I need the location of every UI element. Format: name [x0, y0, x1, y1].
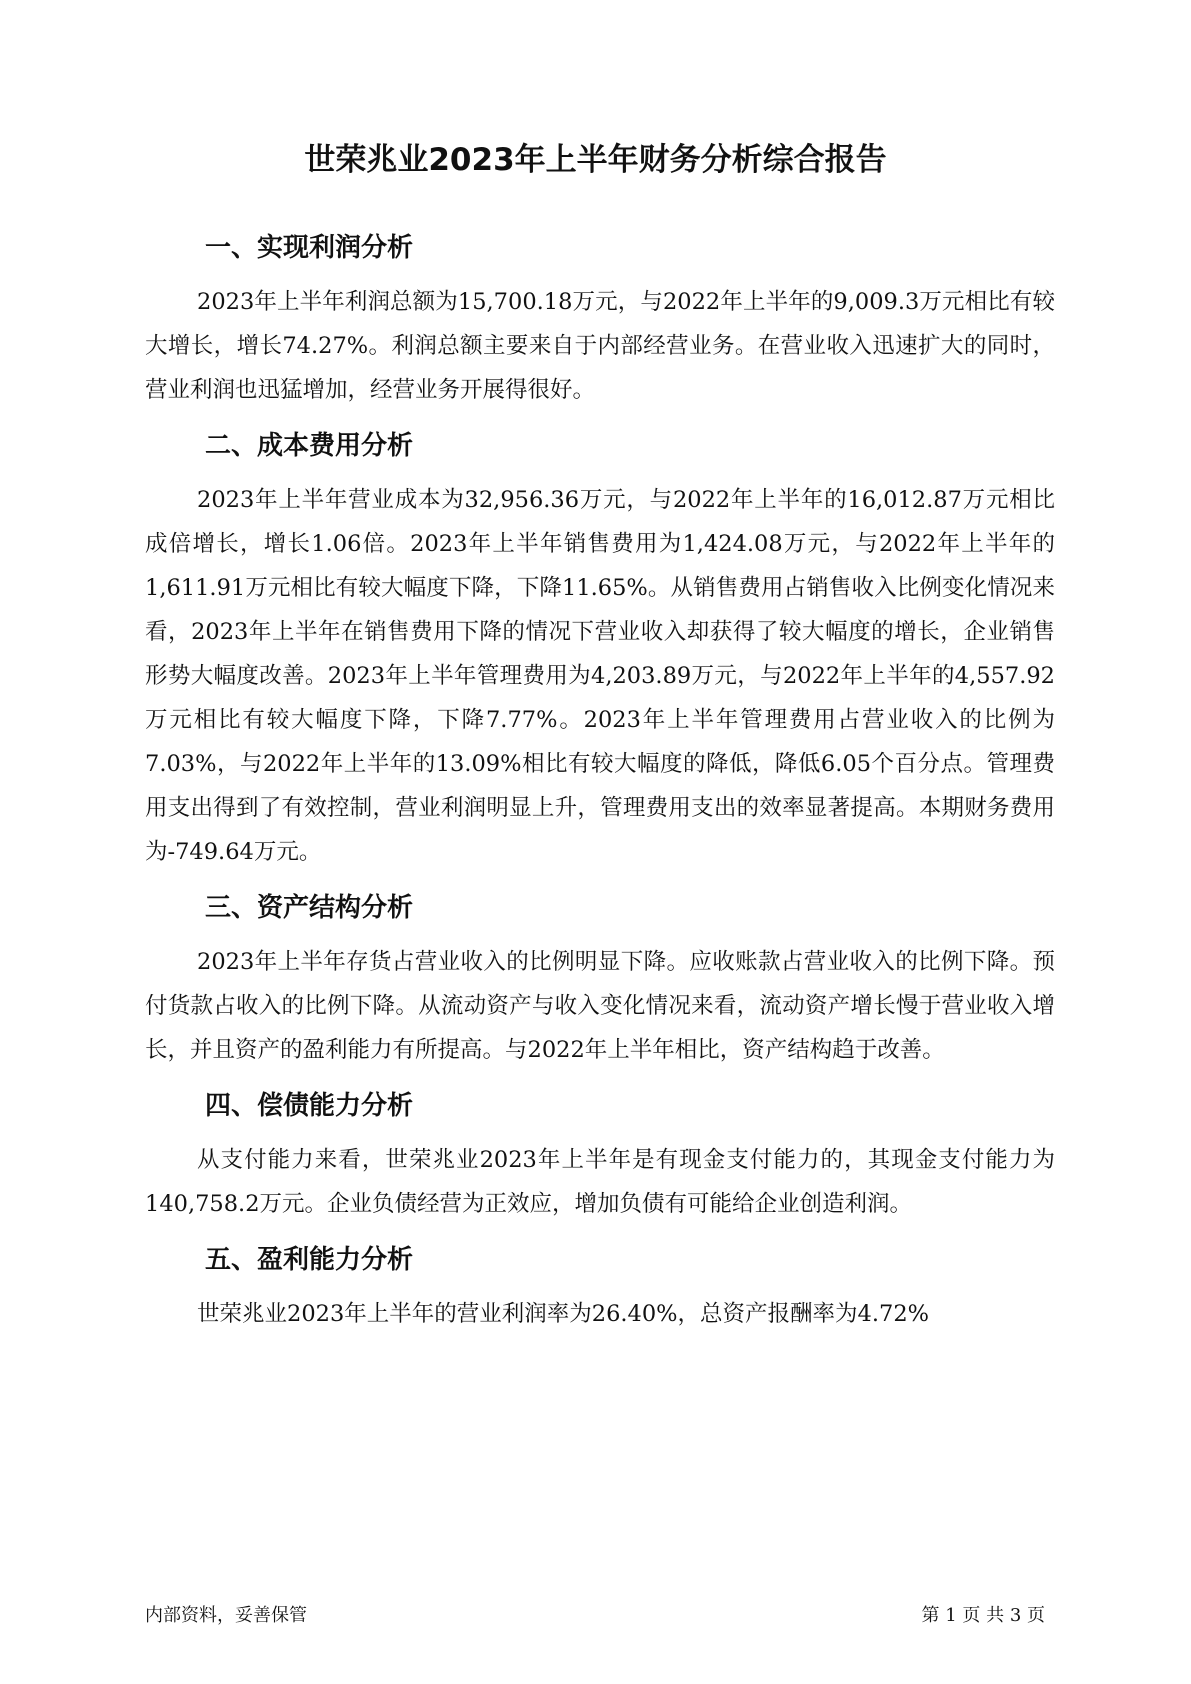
section-paragraph: 2023年上半年利润总额为15,700.18万元，与2022年上半年的9,009.3万元相比有较大增长，增长74.27%。利润总额主要来自于内部经营业务。在营业收入迅速扩大的同时，营业利润也迅猛增加，经营业务开展得很好。	[145, 289, 1055, 403]
section-heading: 五、盈利能力分析	[205, 1245, 414, 1275]
section-heading: 四、偿债能力分析	[205, 1091, 414, 1121]
page-title: 世荣兆业2023年上半年财务分析综合报告	[304, 142, 887, 178]
section-profit	[145, 222, 1055, 412]
confidentiality-note: 内部资料，妥善保管	[145, 1605, 307, 1626]
section-assets	[145, 882, 1055, 1072]
section-heading: 三、资产结构分析	[205, 893, 414, 923]
section-paragraph: 世荣兆业2023年上半年的营业利润率为26.40%，总资产报酬率为4.72%	[197, 1301, 930, 1327]
section-profitability	[145, 1234, 1055, 1336]
section-paragraph: 2023年上半年存货占营业收入的比例明显下降。应收账款占营业收入的比例下降。预付货款占收入的比例下降。从流动资产与收入变化情况来看，流动资产增长慢于营业收入增长，并且资产的盈利能力有所提高。与2022年上半年相比，资产结构趋于改善。	[145, 949, 1055, 1063]
page-number: 第 1 页 共 3 页	[921, 1605, 1045, 1626]
section-heading: 二、成本费用分析	[205, 431, 414, 461]
section-solvency	[145, 1080, 1055, 1226]
section-cost	[145, 420, 1055, 874]
section-paragraph: 从支付能力来看，世荣兆业2023年上半年是有现金支付能力的，其现金支付能力为140,758.2万元。企业负债经营为正效应，增加负债有可能给企业创造利润。	[145, 1147, 1055, 1217]
report-body	[145, 222, 1055, 1344]
section-heading: 一、实现利润分析	[205, 233, 414, 263]
section-paragraph: 2023年上半年营业成本为32,956.36万元，与2022年上半年的16,012.87万元相比成倍增长，增长1.06倍。2023年上半年销售费用为1,424.08万元，与2022年上半年的1,611.91万元相比有较大幅度下降，下降11.65%。从销售费用占销售收入比例变化情况来看，2023年上半年在销售费用下降的情况下营业收入却获得了较大幅度的增长，企业销售形势大幅度改善。2023年上半年管理费用为4,203.89万元，与2022年上半年的4,557.92万元相比有较大幅度下降，下降7.77%。2023年上半年管理费用占营业收入的比例为7.03%，与2022年上半年的13.09%相比有较大幅度的降低，降低6.05个百分点。管理费用支出得到了有效控制，营业利润明显上升，管理费用支出的效率显著提高。本期财务费用为-749.64万元。	[145, 487, 1055, 865]
